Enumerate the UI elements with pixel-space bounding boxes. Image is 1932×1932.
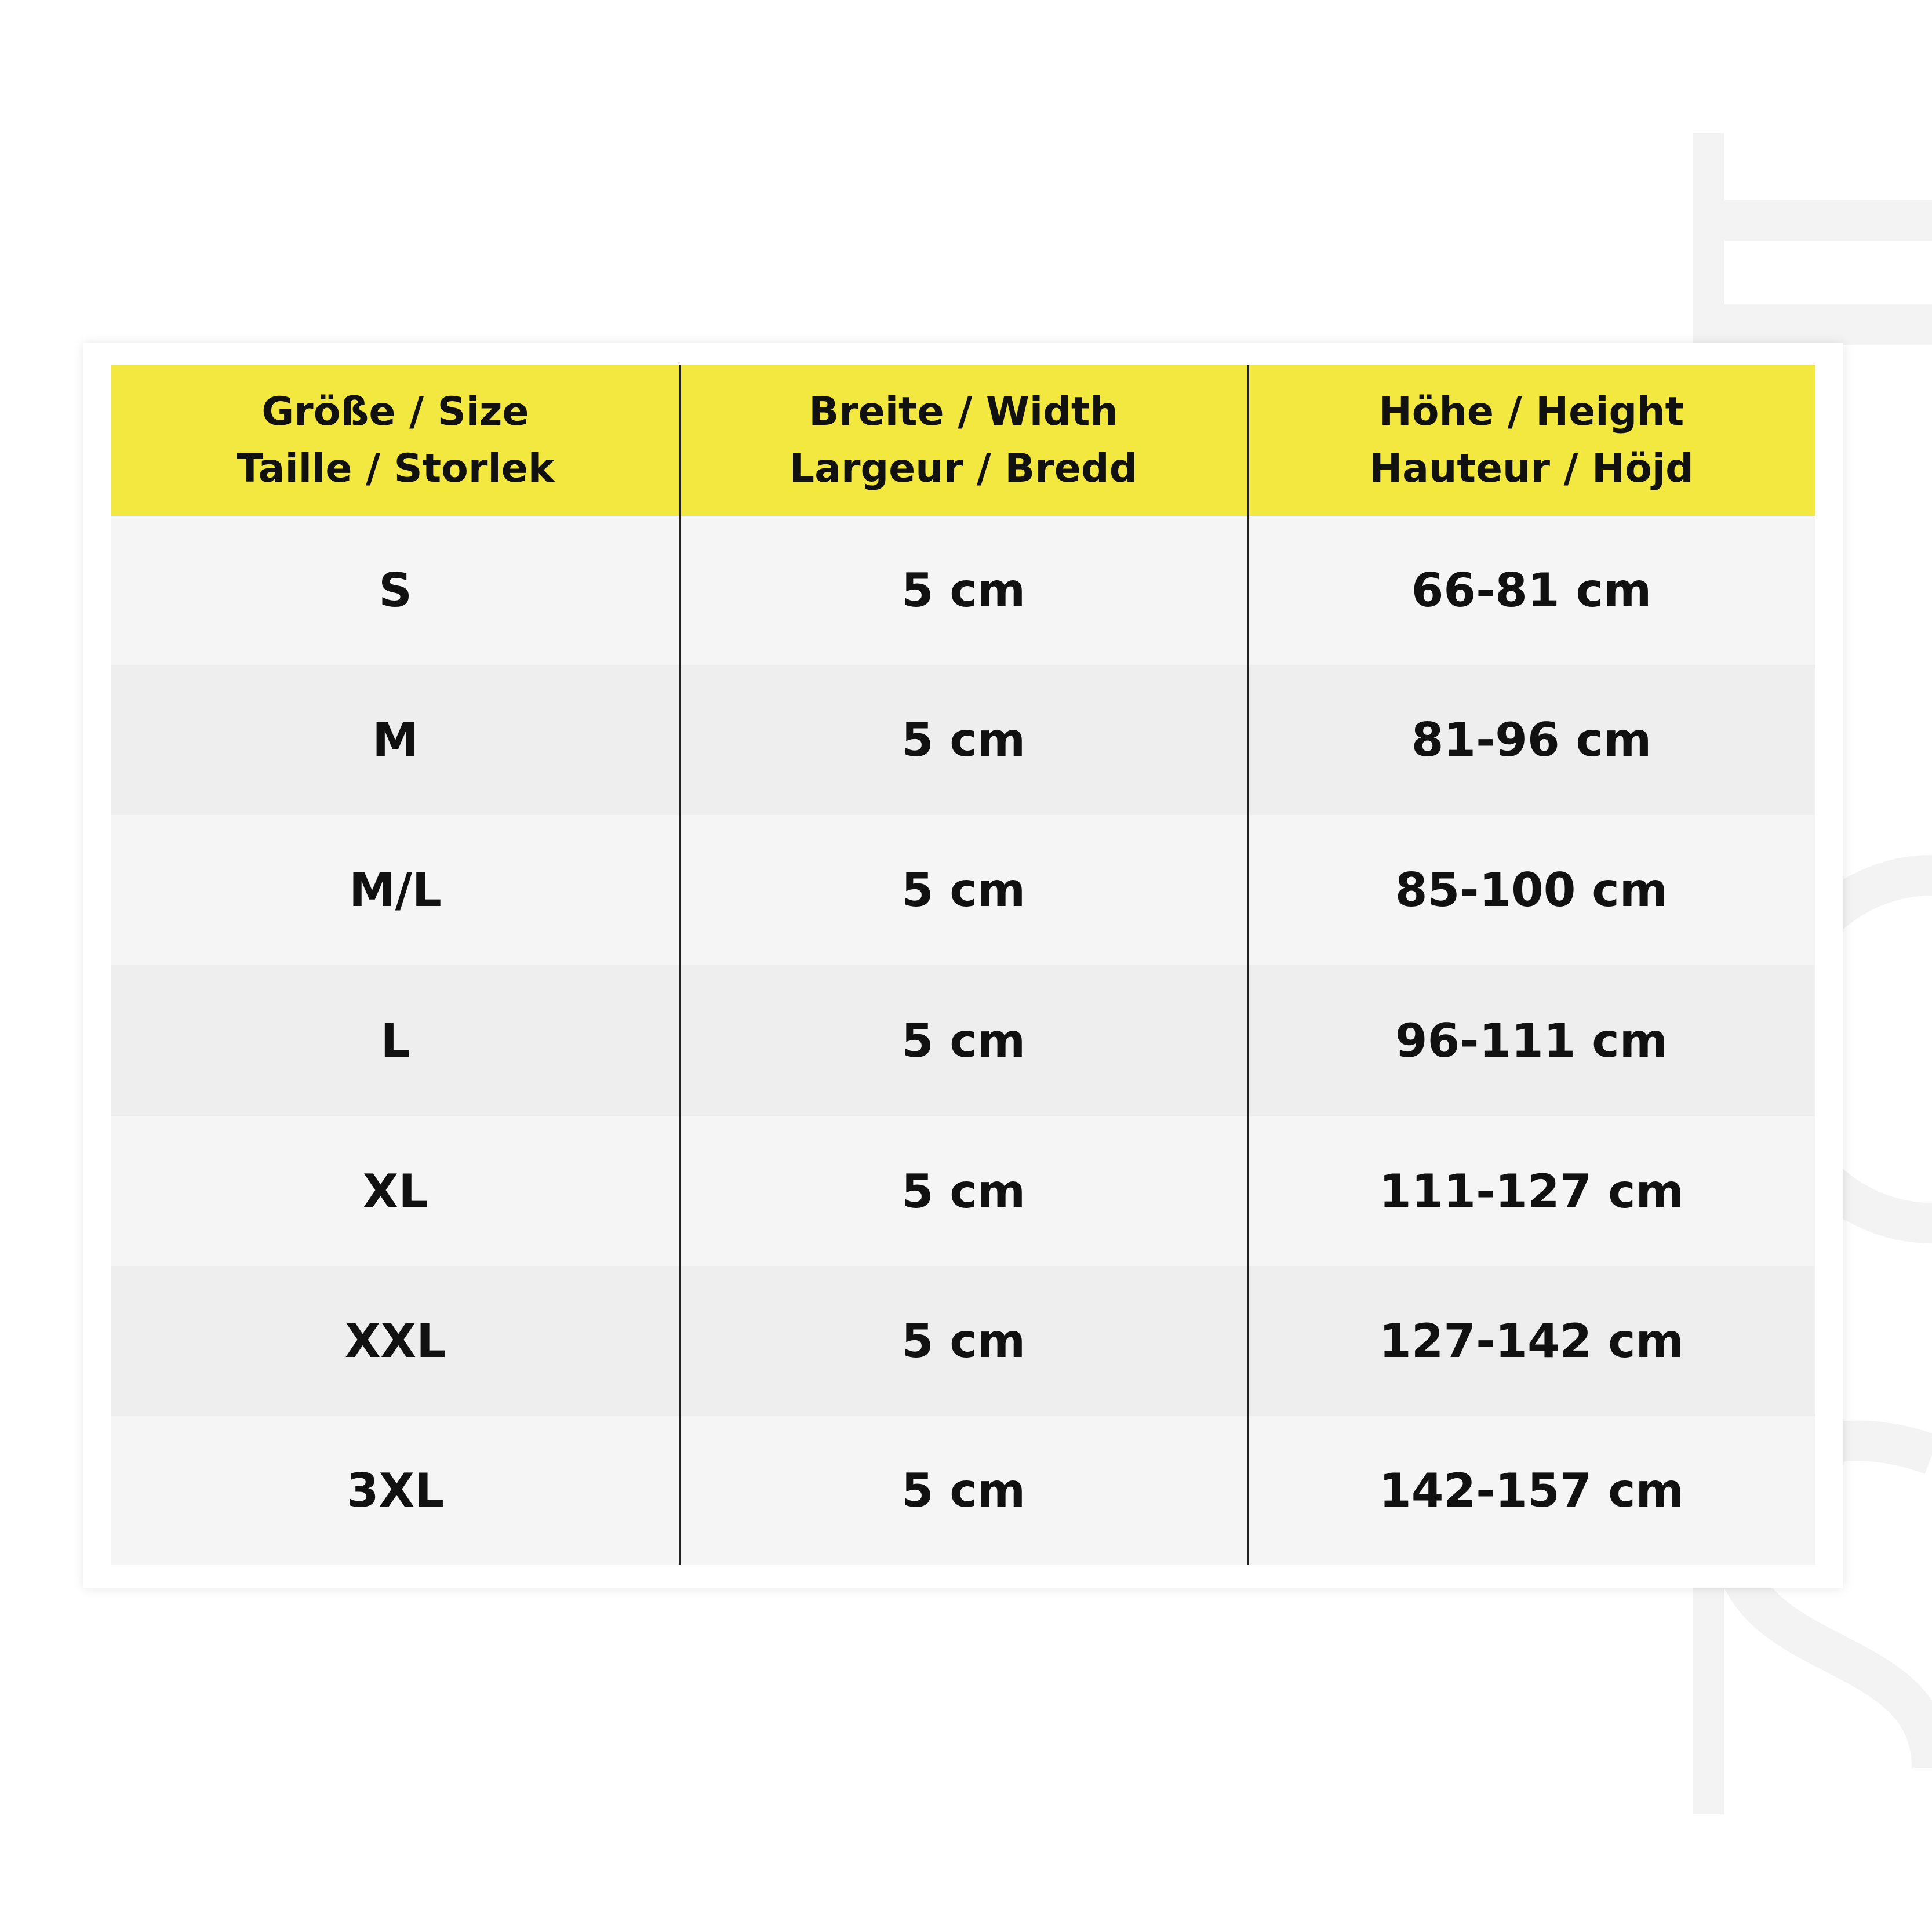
height-cell: 66-81 cm (1411, 563, 1652, 617)
table-row (111, 1116, 1815, 1266)
header-height (1247, 365, 1815, 516)
column-divider (679, 365, 681, 1565)
header-width-line1: Breite / Width (809, 389, 1118, 435)
width-cell: 5 cm (901, 863, 1026, 917)
size-cell: 3XL (346, 1464, 445, 1518)
size-chart-table (111, 365, 1815, 1565)
size-cell: S (379, 563, 412, 617)
table-row (111, 665, 1815, 815)
header-width-line2: Largeur / Bredd (789, 446, 1138, 492)
table-row (111, 1266, 1815, 1416)
height-cell: 81-96 cm (1411, 713, 1652, 767)
width-cell: 5 cm (901, 1013, 1026, 1068)
width-cell: 5 cm (901, 713, 1026, 767)
size-chart-card (83, 343, 1843, 1588)
height-cell: 127-142 cm (1379, 1314, 1684, 1368)
table-header-row (111, 365, 1815, 516)
height-cell: 142-157 cm (1379, 1464, 1684, 1518)
header-height-line2: Hauteur / Höjd (1369, 446, 1694, 492)
height-cell: 111-127 cm (1379, 1164, 1684, 1218)
table-row (111, 1416, 1815, 1565)
header-size (111, 365, 679, 516)
table-row (111, 516, 1815, 665)
height-cell: 96-111 cm (1395, 1013, 1668, 1068)
size-cell: L (380, 1013, 410, 1068)
column-divider (1247, 365, 1249, 1565)
header-size-line1: Größe / Size (261, 389, 529, 435)
table-row (111, 965, 1815, 1116)
header-width (679, 365, 1247, 516)
width-cell: 5 cm (901, 1464, 1026, 1518)
size-cell: XL (362, 1164, 428, 1218)
header-size-line2: Taille / Storlek (236, 446, 555, 492)
width-cell: 5 cm (901, 1314, 1026, 1368)
size-cell: M (372, 713, 419, 767)
size-cell: XXL (344, 1314, 446, 1368)
table-row (111, 815, 1815, 965)
size-cell: M/L (349, 863, 442, 917)
width-cell: 5 cm (901, 1164, 1026, 1218)
header-height-line1: Höhe / Height (1378, 389, 1684, 435)
height-cell: 85-100 cm (1395, 863, 1668, 917)
width-cell: 5 cm (901, 563, 1026, 617)
